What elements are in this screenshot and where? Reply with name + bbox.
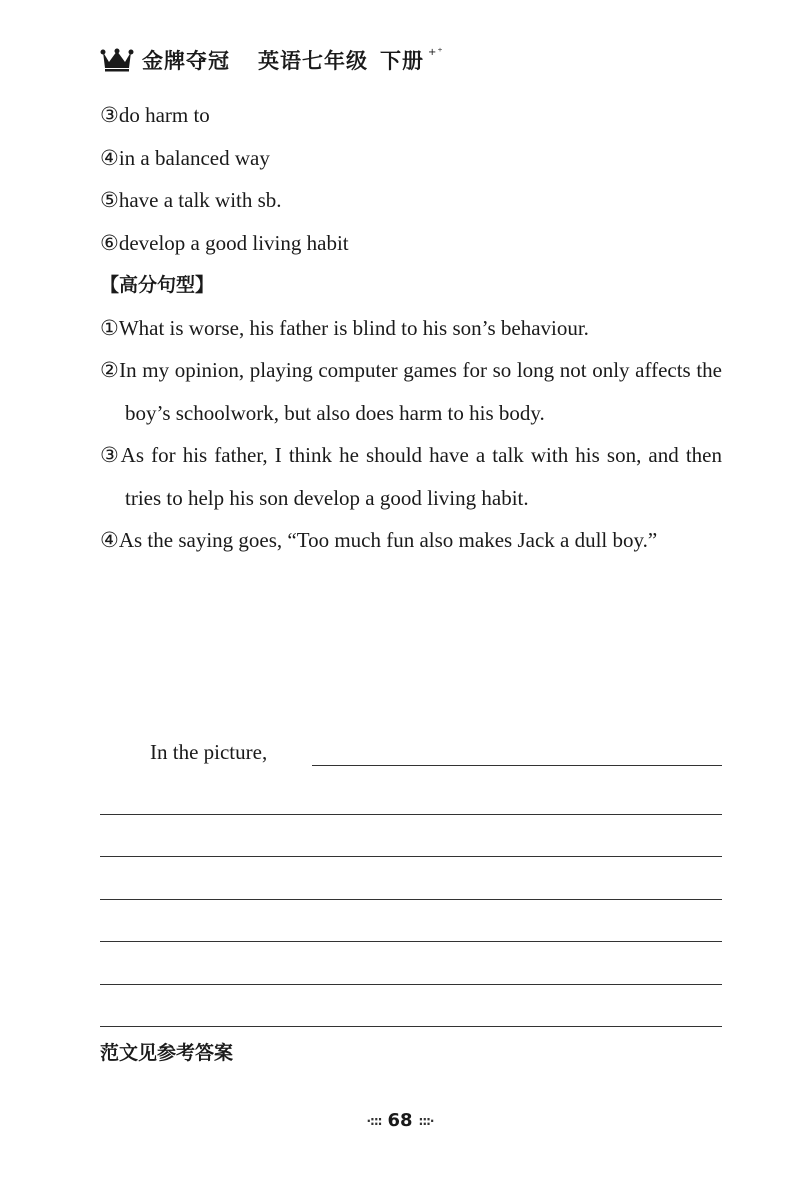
writing-line[interactable]	[100, 985, 722, 1028]
dots-decoration-right: :::·	[418, 1113, 434, 1128]
sentence-item: ③As for his father, I think he should have a talk with his son, and then tries to help his son develop a good living habit.	[100, 443, 722, 510]
writing-line[interactable]	[100, 900, 722, 943]
page-number: 68	[387, 1110, 413, 1131]
phrase-item: ③do harm to	[100, 103, 210, 127]
writing-area[interactable]	[100, 732, 722, 1027]
sentence-item: ④As the saying goes, “Too much fun also makes Jack a dull boy.”	[100, 528, 658, 552]
writing-line[interactable]	[312, 765, 722, 766]
phrase-item: ④in a balanced way	[100, 145, 270, 170]
writing-line[interactable]	[100, 815, 722, 858]
writing-line[interactable]	[100, 772, 722, 815]
writing-line[interactable]	[100, 942, 722, 985]
writing-line[interactable]	[100, 857, 722, 900]
section-title: 【高分句型】	[100, 274, 215, 296]
page-header	[100, 42, 444, 78]
page-footer	[0, 1110, 800, 1131]
crown-icon	[100, 48, 134, 72]
dots-decoration-left: ·:::	[366, 1113, 382, 1128]
writing-start-row	[100, 732, 722, 772]
sentence-item: ①What is worse, his father is blind to his son’s behaviour.	[100, 315, 589, 340]
writing-start-text: In the picture,	[150, 740, 268, 764]
sentence-item: ②In my opinion, playing computer games for so long not only affects the boy’s schoolwork, but also does harm to his body.	[100, 358, 722, 425]
volume-title: 下册	[380, 49, 424, 73]
sparkle-icon: +⁺	[428, 46, 444, 58]
phrase-item: ⑤have a talk with sb.	[100, 188, 282, 212]
brand-title: 金牌夺冠	[142, 49, 230, 73]
phrase-item: ⑥develop a good living habit	[100, 230, 349, 255]
content-body	[100, 94, 722, 562]
subject-title: 英语七年级	[258, 49, 368, 73]
answer-note: 范文见参考答案	[100, 1042, 234, 1064]
